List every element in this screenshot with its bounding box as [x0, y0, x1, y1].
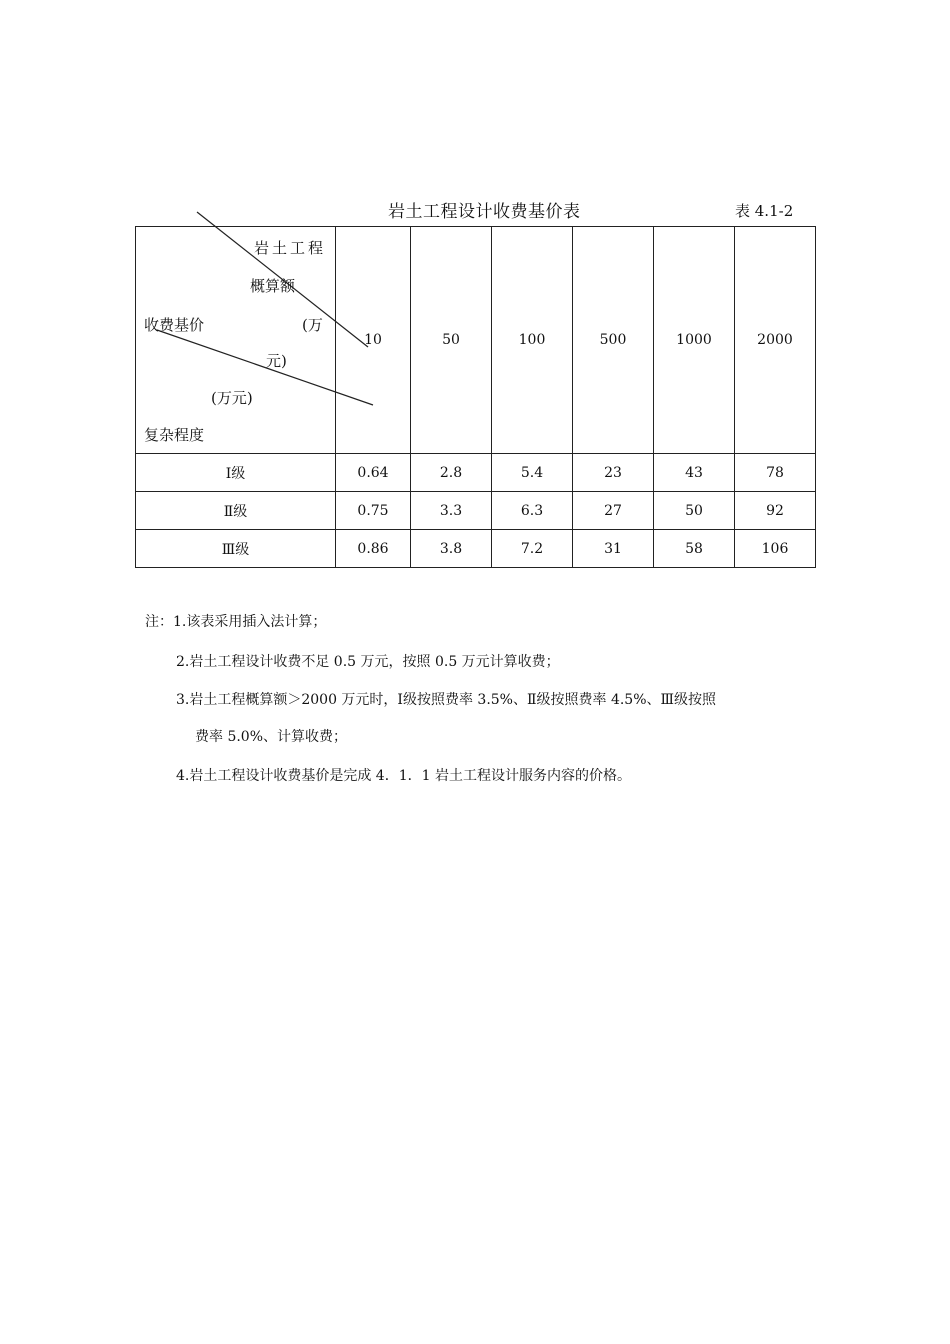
column-header: 1000	[654, 227, 735, 454]
table-cell: 0.75	[336, 492, 411, 530]
table-cell: 5.4	[492, 454, 573, 492]
diag-label-project: 岩土工程	[254, 239, 327, 257]
grade-cell: Ⅰ级	[136, 454, 336, 492]
table-cell: 0.64	[336, 454, 411, 492]
table-cell: 92	[735, 492, 816, 530]
grade-cell: Ⅲ级	[136, 530, 336, 568]
column-header: 500	[573, 227, 654, 454]
column-header: 100	[492, 227, 573, 454]
table-cell: 2.8	[411, 454, 492, 492]
table-cell: 27	[573, 492, 654, 530]
table-cell: 50	[654, 492, 735, 530]
column-header: 50	[411, 227, 492, 454]
table-cell: 0.86	[336, 530, 411, 568]
column-header: 10	[336, 227, 411, 454]
grade-cell: Ⅱ级	[136, 492, 336, 530]
note-line: 2.岩土工程设计收费不足 0.5 万元，按照 0.5 万元计算收费；	[176, 654, 560, 670]
table-cell: 23	[573, 454, 654, 492]
table-row	[136, 454, 816, 492]
note-line: 注：1.该表采用插入法计算；	[145, 614, 327, 630]
table-cell: 78	[735, 454, 816, 492]
diag-label-complexity: 复杂程度	[144, 426, 205, 444]
table-number: 表 4.1-2	[735, 202, 794, 220]
column-header: 2000	[735, 227, 816, 454]
table-cell: 6.3	[492, 492, 573, 530]
table-title: 岩土工程设计收费基价表	[388, 202, 581, 222]
table-row	[136, 492, 816, 530]
table-cell: 3.8	[411, 530, 492, 568]
table-cell: 43	[654, 454, 735, 492]
diagonal-header-cell	[136, 227, 336, 454]
table-cell: 106	[735, 530, 816, 568]
table-cell: 58	[654, 530, 735, 568]
table-cell: 3.3	[411, 492, 492, 530]
diag-label-estimate: 概算额	[250, 277, 296, 295]
table-row	[136, 530, 816, 568]
table-cell: 31	[573, 530, 654, 568]
diag-label-fee: 收费基价	[144, 316, 205, 334]
fee-table	[135, 226, 816, 568]
table-cell: 7.2	[492, 530, 573, 568]
table-header-row	[136, 227, 816, 454]
note-line: 3.岩土工程概算额＞2000 万元时，Ⅰ级按照费率 3.5%、Ⅱ级按照费率 4.5%、Ⅲ级按照	[176, 692, 717, 708]
diag-label-unit-part1: (万	[302, 316, 323, 334]
note-line: 费率 5.0%、计算收费；	[195, 729, 348, 745]
diag-label-unit-part2: 元)	[266, 352, 287, 370]
diag-label-fee-unit: (万元)	[211, 389, 253, 407]
note-line: 4.岩土工程设计收费基价是完成 4．1．1 岩土工程设计服务内容的价格。	[176, 768, 631, 784]
